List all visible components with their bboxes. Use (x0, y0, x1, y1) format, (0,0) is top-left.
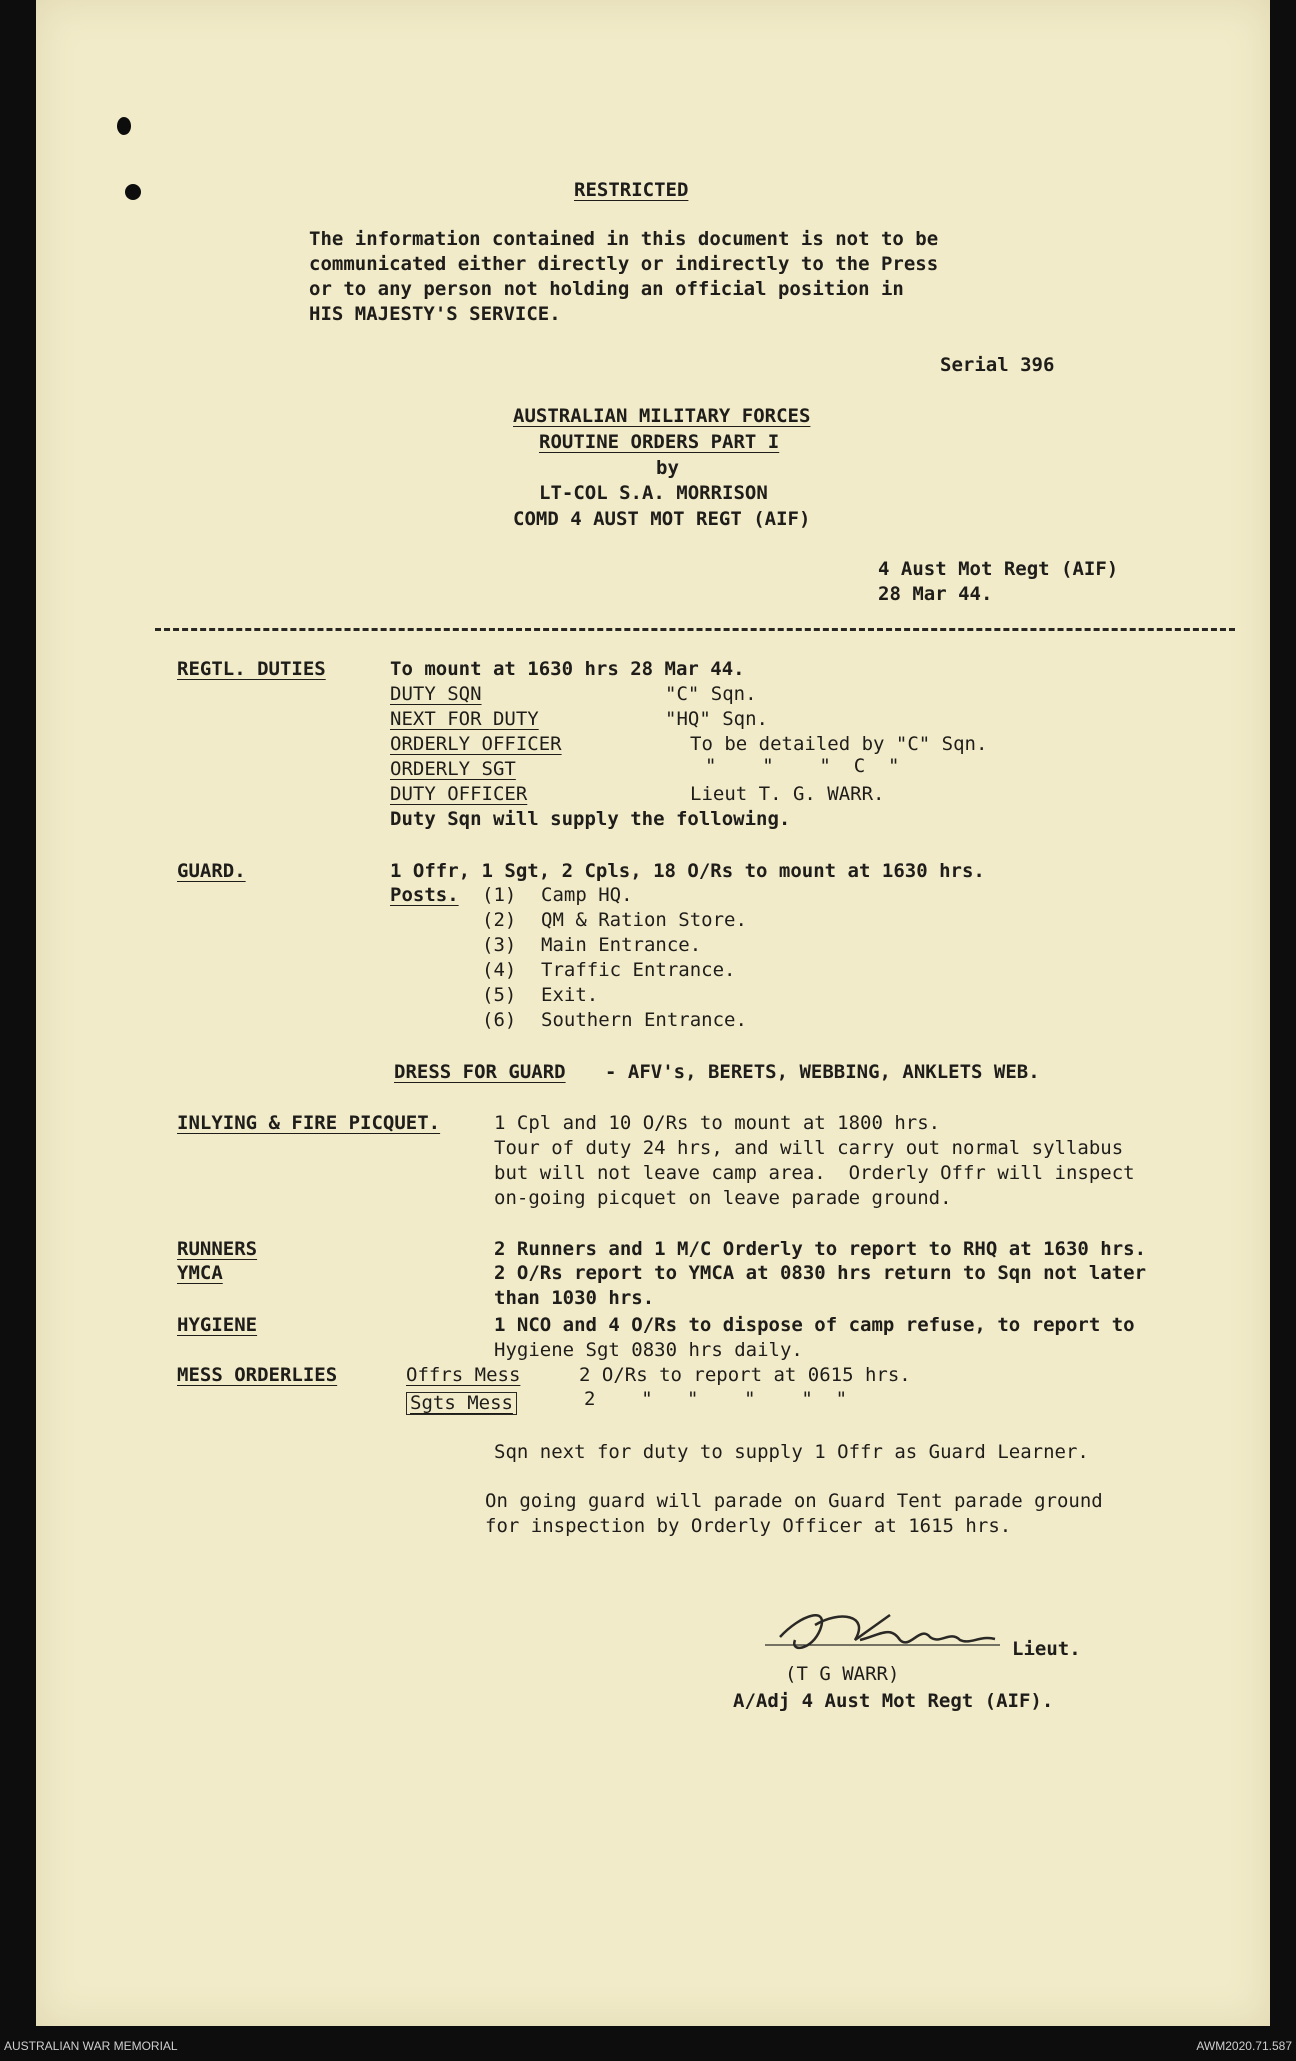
signatory-appointment: A/Adj 4 Aust Mot Regt (AIF). (733, 1690, 1054, 1712)
post-number: (2) (482, 909, 517, 931)
classification-heading: RESTRICTED (574, 179, 689, 201)
duty-value: To be detailed by "C" Sqn. (690, 733, 988, 755)
post-name: Camp HQ. (541, 884, 633, 906)
signatory-rank: Lieut. (1012, 1638, 1081, 1660)
serial-number: Serial 396 (940, 354, 1055, 376)
duty-value: " " " C " (705, 755, 900, 777)
section-heading-ymca: YMCA (177, 1262, 223, 1284)
note-line: On going guard will parade on Guard Tent parade ground (485, 1490, 1103, 1512)
mess-value: 2 " " " " " (584, 1388, 848, 1410)
ymca-line: 2 O/Rs report to YMCA at 0830 hrs return to Sqn not later (494, 1262, 1147, 1284)
post-name: Traffic Entrance. (541, 959, 736, 981)
hygiene-line: Hygiene Sgt 0830 hrs daily. (494, 1339, 803, 1361)
title-line: ROUTINE ORDERS PART I (539, 431, 780, 453)
duty-value: Lieut T. G. WARR. (690, 783, 885, 805)
guard-strength: 1 Offr, 1 Sgt, 2 Cpls, 18 O/Rs to mount at 1630 hrs. (390, 860, 985, 882)
ymca-line: than 1030 hrs. (494, 1287, 655, 1309)
duty-value: "C" Sqn. (665, 683, 757, 705)
duty-label: NEXT FOR DUTY (390, 708, 539, 730)
section-heading-runners: RUNNERS (177, 1238, 258, 1260)
runners-text: 2 Runners and 1 M/C Orderly to report to RHQ at 1630 hrs. (494, 1238, 1147, 1260)
inlying-line: Tour of duty 24 hrs, and will carry out normal syllabus (494, 1137, 1124, 1159)
unit-name: 4 Aust Mot Regt (AIF) (878, 558, 1119, 580)
duty-label: ORDERLY OFFICER (390, 733, 562, 755)
notice-line: HIS MAJESTY'S SERVICE. (309, 303, 561, 325)
post-name: Exit. (541, 984, 599, 1006)
post-name: Southern Entrance. (541, 1009, 747, 1031)
post-name: Main Entrance. (541, 934, 702, 956)
section-heading-inlying: INLYING & FIRE PICQUET. (177, 1112, 441, 1134)
mount-time: To mount at 1630 hrs 28 Mar 44. (390, 658, 745, 680)
post-number: (4) (482, 959, 517, 981)
post-number: (5) (482, 984, 517, 1006)
order-date: 28 Mar 44. (878, 583, 993, 605)
mess-label: Sgts Mess (406, 1392, 517, 1415)
title-line: AUSTRALIAN MILITARY FORCES (513, 405, 811, 427)
note-line: for inspection by Orderly Officer at 1615 hrs. (485, 1515, 1012, 1537)
punch-hole (125, 184, 141, 200)
inlying-line: on-going picquet on leave parade ground. (494, 1187, 952, 1209)
dress-label: DRESS FOR GUARD (394, 1061, 566, 1083)
signatory-name: (T G WARR) (785, 1663, 900, 1685)
inlying-line: 1 Cpl and 10 O/Rs to mount at 1800 hrs. (494, 1112, 941, 1134)
supply-note: Duty Sqn will supply the following. (390, 808, 791, 830)
punch-hole (117, 117, 131, 135)
title-line: LT-COL S.A. MORRISON (539, 482, 768, 504)
notice-line: communicated either directly or indirectly to the Press (309, 253, 939, 275)
post-number: (1) (482, 884, 517, 906)
dress-value: - AFV's, BERETS, WEBBING, ANKLETS WEB. (605, 1061, 1040, 1083)
title-line: COMD 4 AUST MOT REGT (AIF) (513, 508, 811, 530)
section-heading-mess: MESS ORDERLIES (177, 1364, 338, 1386)
mess-label: Offrs Mess (406, 1364, 521, 1386)
title-line: by (656, 457, 679, 479)
section-heading-guard: GUARD. (177, 860, 246, 882)
section-heading-hygiene: HYGIENE (177, 1314, 258, 1336)
handwritten-signature (760, 1595, 1010, 1665)
mess-value: 2 O/Rs to report at 0615 hrs. (579, 1364, 911, 1386)
duty-label: DUTY OFFICER (390, 783, 528, 805)
duty-label: DUTY SQN (390, 683, 482, 705)
footer-accession-number: AWM2020.71.587 (1196, 2039, 1292, 2053)
footer-credit: AUSTRALIAN WAR MEMORIAL (4, 2039, 178, 2053)
note-line: Sqn next for duty to supply 1 Offr as Guard Learner. (494, 1441, 1089, 1463)
post-number: (3) (482, 934, 517, 956)
hygiene-line: 1 NCO and 4 O/Rs to dispose of camp refuse, to report to (494, 1314, 1135, 1336)
post-name: QM & Ration Store. (541, 909, 747, 931)
post-number: (6) (482, 1009, 517, 1031)
dashed-divider (155, 628, 1235, 631)
duty-label: ORDERLY SGT (390, 758, 516, 780)
duty-value: "HQ" Sqn. (665, 708, 768, 730)
notice-line: or to any person not holding an official position in (309, 278, 904, 300)
section-heading-regtl-duties: REGTL. DUTIES (177, 658, 326, 680)
inlying-line: but will not leave camp area. Orderly Offr will inspect (494, 1162, 1135, 1184)
notice-line: The information contained in this document is not to be (309, 228, 939, 250)
posts-label: Posts. (390, 884, 459, 906)
